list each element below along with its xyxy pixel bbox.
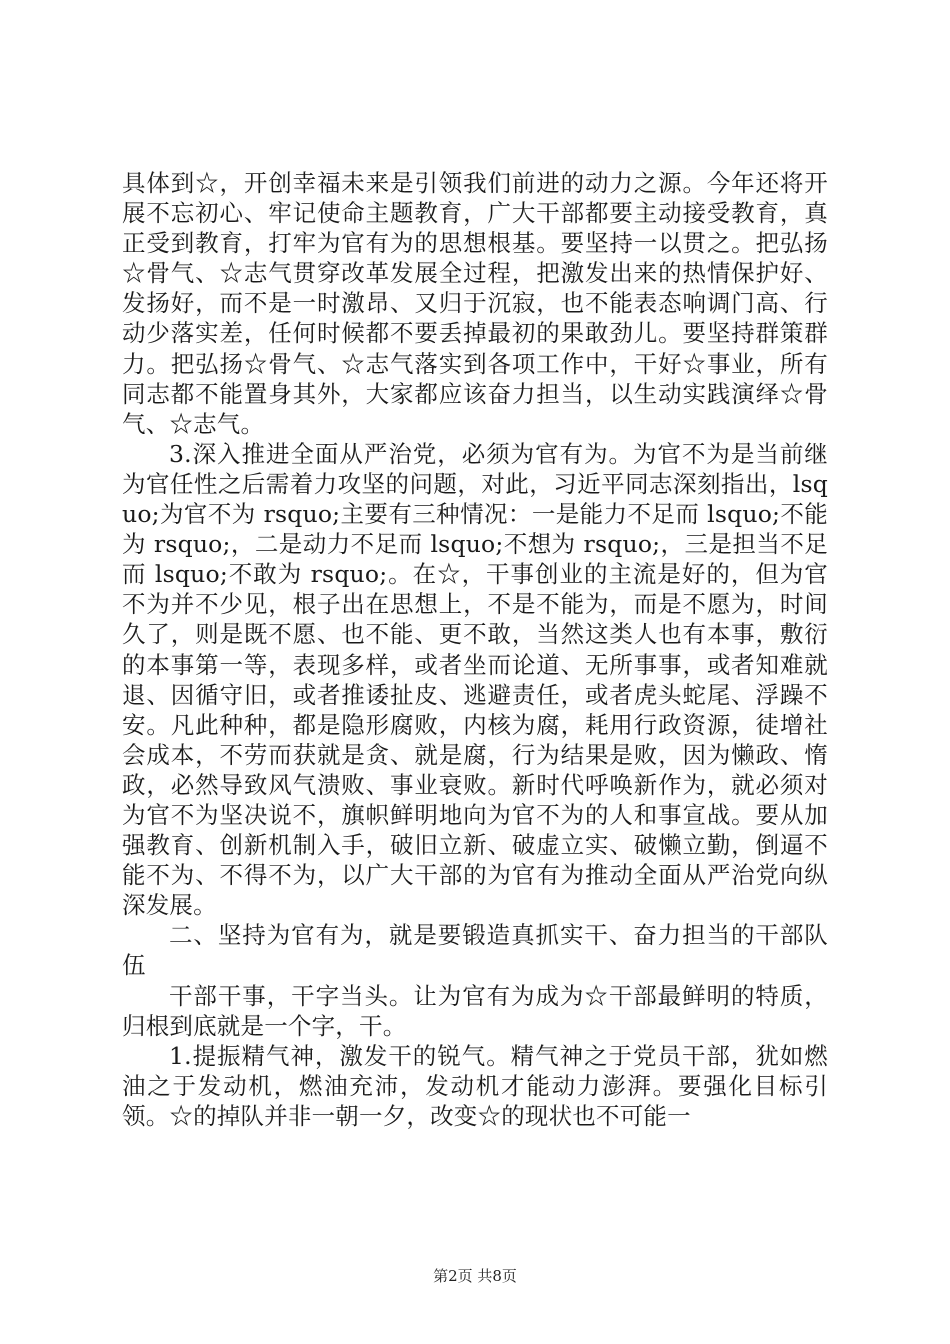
document-body — [122, 168, 828, 1131]
paragraph-4: 1.提振精气神，激发干的锐气。精气神之于党员干部，犹如燃油之于发动机，燃油充沛，发动机才能动力澎湃。要强化目标引领。☆的掉队并非一朝一夕，改变☆的现状也不可能一 — [122, 1041, 828, 1130]
page-number: 第2页 共8页 — [433, 1267, 517, 1285]
page-footer — [0, 1266, 950, 1286]
paragraph-1: 具体到☆，开创幸福未来是引领我们前进的动力之源。今年还将开展不忘初心、牢记使命主题教育，广大干部都要主动接受教育，真正受到教育，打牢为官有为的思想根基。要坚持一以贯之。把弘扬☆骨气、☆志气贯穿改革发展全过程，把激发出来的热情保护好、发扬好，而不是一时激昂、又归于沉寂，也不能表态响调门高、行动少落实差，任何时候都不要丢掉最初的果敢劲儿。要坚持群策群力。把弘扬☆骨气、☆志气落实到各项工作中，干好☆事业，所有同志都不能置身其外，大家都应该奋力担当，以生动实践演绎☆骨气、☆志气。 — [122, 169, 828, 438]
paragraph-3: 干部干事，干字当头。让为官有为成为☆干部最鲜明的特质，归根到底就是一个字，干。 — [122, 981, 828, 1040]
section-heading: 二、坚持为官有为，就是要锻造真抓实干、奋力担当的干部队伍 — [122, 921, 828, 980]
paragraph-2: 3.深入推进全面从严治党，必须为官有为。为官不为是当前继为官任性之后需着力攻坚的问题，对此，习近平同志深刻指出，lsquo;为官不为 rsquo;主要有三种情况：一是能力不足而 lsquo;不能为 rsquo;，二是动力不足而 lsquo;不想为 rsquo;，三是担当不足而 lsquo;不敢为 rsquo;。在☆，干事创业的主流是好的，但为官不为并不少见，根子出在思想上，不是不能为，而是不愿为，时间久了，则是既不愿、也不能、更不敢，当然这类人也有本事，敷衍的本事第一等，表现多样，或者坐而论道、无所事事，或者知难就退、因循守旧，或者推诿扯皮、逃避责任，或者虎头蛇尾、浮躁不安。凡此种种，都是隐形腐败，内核为腐，耗用行政资源，徒增社会成本，不劳而获就是贪、就是腐，行为结果是败，因为懒政、惰政，必然导致风气溃败、事业衰败。新时代呼唤新作为，就必须对为官不为坚决说不，旗帜鲜明地向为官不为的人和事宣战。要从加强教育、创新机制入手，破旧立新、破虚立实、破懒立勤，倒逼不能不为、不得不为，以广大干部的为官有为推动全面从严治党向纵深发展。 — [122, 439, 828, 920]
